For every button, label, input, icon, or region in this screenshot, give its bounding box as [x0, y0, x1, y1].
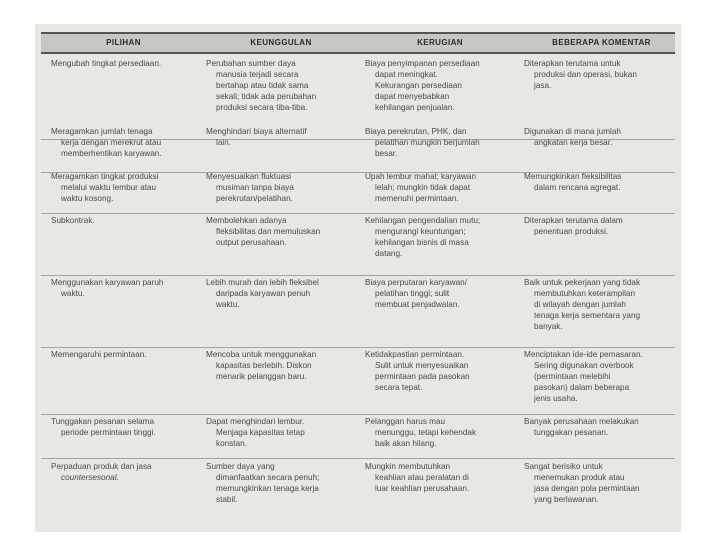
cell-line: Pelanggan harus mau	[365, 417, 446, 426]
cell-line: waktu.	[216, 300, 240, 309]
cell-line: kehilangan bisnis di masa	[375, 238, 469, 247]
cell-komentar	[524, 277, 679, 332]
cell-line: kerja dengan merekrut atau	[61, 138, 162, 147]
cell-line: melalui waktu lembur atau	[61, 183, 157, 192]
cell-keunggulan	[206, 349, 356, 382]
header-beberapa-komentar: BEBERAPA KOMENTAR	[552, 38, 651, 47]
cell-line: Sulit untuk menyesuaikan	[375, 361, 469, 370]
cell-line: Mungkin membutuhkan	[365, 462, 451, 471]
cell-line: waktu kosong.	[61, 194, 114, 203]
cell-kerugian	[365, 126, 515, 159]
cell-line: Banyak perusahaan melakukan	[524, 417, 639, 426]
cell-line: Menjaga kapasitas tetap	[216, 428, 305, 437]
cell-line: penentuan produksi.	[534, 227, 609, 236]
cell-komentar	[524, 58, 679, 91]
cell-line: mengurangi keuntungan;	[375, 227, 466, 236]
cell-line: jenis usaha.	[534, 394, 578, 403]
cell-line: Biaya perekrutan, PHK, dan	[365, 127, 467, 136]
cell-line: konstan.	[216, 439, 247, 448]
cell-line: Kehilangan pengendalian mutu;	[365, 216, 481, 225]
cell-line: Memungkinkan fleksibilitas	[524, 172, 622, 181]
cell-keunggulan	[206, 461, 356, 505]
cell-line: Tunggakan pesanan selama	[51, 417, 155, 426]
cell-line: Upah lembur mahal; karyawan	[365, 172, 477, 181]
cell-line: dapat meningkat.	[375, 70, 438, 79]
cell-keunggulan	[206, 171, 356, 204]
cell-line: Meragamkan tingkat produksi	[51, 172, 159, 181]
cell-pilihan	[51, 171, 196, 204]
cell-line: datang.	[375, 249, 403, 258]
cell-line: yang berlawanan.	[534, 495, 599, 504]
header-kerugian: KERUGIAN	[417, 38, 463, 47]
cell-line: manusia terjadi secara	[216, 70, 299, 79]
cell-komentar	[524, 461, 679, 505]
cell-line: besar.	[375, 149, 398, 158]
cell-line: banyak.	[534, 322, 563, 331]
cell-line: perekrutan/pelatihan.	[216, 194, 293, 203]
cell-komentar	[524, 171, 679, 193]
cell-line: countersesonal.	[61, 473, 119, 482]
cell-line: Mencoba untuk menggunakan	[206, 350, 317, 359]
cell-line: baik akan hilang.	[375, 439, 437, 448]
cell-line: lelah; mungkin tidak dapat	[375, 183, 471, 192]
cell-line: periode permintaan tinggi.	[61, 428, 156, 437]
cell-keunggulan	[206, 416, 356, 449]
cell-line: produksi secara tiba-tiba.	[216, 103, 308, 112]
cell-line: Sumber daya yang	[206, 462, 275, 471]
cell-line: keahlian atau peralatan di	[375, 473, 469, 482]
cell-line: menemukan produk atau	[534, 473, 625, 482]
cell-line: membuat penjadwalan.	[375, 300, 460, 309]
cell-line: Digunakan di mana jumlah	[524, 127, 621, 136]
cell-line: menarik pelanggan baru.	[216, 372, 307, 381]
cell-line: Baik untuk pekerjaan yang tidak	[524, 278, 641, 287]
cell-line: dapat menyebabkan	[375, 92, 450, 101]
cell-line: produksi dan operasi, bukan	[534, 70, 637, 79]
cell-line: Membolehkan adanya	[206, 216, 287, 225]
cell-line: memungkinkan tenaga kerja	[216, 484, 319, 493]
cell-line: Biaya perputaran karyawan/	[365, 278, 467, 287]
cell-line: memenuhi permintaan.	[375, 194, 459, 203]
cell-line: di wilayah dengan jumlah	[534, 300, 626, 309]
cell-line: Mengubah tingkat persediaan.	[51, 59, 162, 68]
cell-pilihan	[51, 58, 196, 69]
cell-line: tunggakan pesanan.	[534, 428, 609, 437]
cell-komentar	[524, 349, 679, 404]
cell-line: Sering digunakan overbook	[534, 361, 634, 370]
cell-line: membutuhkan keterampilan	[534, 289, 636, 298]
cell-line: (permintaan melebihi	[534, 372, 611, 381]
cell-line: memberhentikan karyawan.	[61, 149, 162, 158]
cell-line: Kekurangan persediaan	[375, 81, 462, 90]
cell-line: lain.	[216, 138, 232, 147]
cell-line: Biaya penyimpanan persediaan	[365, 59, 480, 68]
cell-line: permintaan pada pasokan	[375, 372, 470, 381]
cell-line: menunggu, tetapi kehendak	[375, 428, 477, 437]
cell-line: bertahap atau tidak sama	[216, 81, 309, 90]
cell-line: musiman tanpa biaya	[216, 183, 294, 192]
cell-line: Perpaduan produk dan jasa	[51, 462, 152, 471]
cell-line: pelatihan tinggi; sulit	[375, 289, 450, 298]
cell-line: stabil.	[216, 495, 238, 504]
cell-line: Menciptakan ide-ide pemasaran.	[524, 350, 643, 359]
cell-line: Sangat berisiko untuk	[524, 462, 603, 471]
cell-kerugian	[365, 58, 515, 113]
cell-line: kapasitas berlebih. Diskon	[216, 361, 312, 370]
cell-line: Lebih murah dan lebih fleksibel	[206, 278, 319, 287]
cell-line: Diterapkan terutama untuk	[524, 59, 621, 68]
cell-line: kehilangan penjualan.	[375, 103, 455, 112]
cell-kerugian	[365, 215, 515, 259]
cell-keunggulan	[206, 215, 356, 248]
header-pilihan: PILIHAN	[106, 38, 141, 47]
cell-line: Meragamkan jumlah tenaga	[51, 127, 153, 136]
cell-line: output perusahaan.	[216, 238, 287, 247]
cell-line: pelatihan mungkin berjumlah	[375, 138, 480, 147]
cell-komentar	[524, 126, 679, 148]
cell-line: jasa.	[534, 81, 552, 90]
cell-pilihan	[51, 461, 196, 483]
cell-kerugian	[365, 349, 515, 393]
cell-pilihan	[51, 277, 196, 299]
cell-line: pasokan) dalam beberapa	[534, 383, 630, 392]
cell-line: Ketidakpastian permintaan.	[365, 350, 465, 359]
cell-line: Memengaruhi permintaan.	[51, 350, 147, 359]
cell-line: jasa dengan pola permintaan	[534, 484, 640, 493]
cell-keunggulan	[206, 277, 356, 310]
cell-line: dimanfaatkan secara penuh;	[216, 473, 320, 482]
cell-pilihan	[51, 416, 196, 438]
cell-kerugian	[365, 461, 515, 494]
header-keunggulan: KEUNGGULAN	[250, 38, 312, 47]
cell-kerugian	[365, 171, 515, 204]
cell-line: Menggunakan karyawan paruh	[51, 278, 164, 287]
cell-line: daripada karyawan penuh	[216, 289, 311, 298]
cell-komentar	[524, 416, 679, 438]
cell-keunggulan	[206, 126, 356, 148]
cell-line: angkatan kerja besar.	[534, 138, 613, 147]
cell-pilihan	[51, 215, 196, 226]
cell-line: Diterapkan terutama dalam	[524, 216, 623, 225]
cell-line: Menyesuaikan fluktuasi	[206, 172, 292, 181]
cell-line: tenaga kerja sementara yang	[534, 311, 641, 320]
cell-pilihan	[51, 349, 196, 360]
cell-line: dalam rencana agregat.	[534, 183, 621, 192]
cell-line: Subkontrak.	[51, 216, 95, 225]
cell-pilihan	[51, 126, 196, 159]
cell-kerugian	[365, 416, 515, 449]
cell-keunggulan	[206, 58, 356, 113]
cell-line: Perubahan sumber daya	[206, 59, 296, 68]
cell-line: secara tepat.	[375, 383, 423, 392]
document-page	[35, 24, 681, 532]
cell-line: Menghindari biaya alternatif	[206, 127, 307, 136]
cell-line: luar keahlian perusahaan.	[375, 484, 470, 493]
cell-kerugian	[365, 277, 515, 310]
cell-line: waktu.	[61, 289, 85, 298]
table-header	[41, 32, 675, 54]
cell-line: Dapat menghindari lembur.	[206, 417, 305, 426]
cell-komentar	[524, 215, 679, 237]
cell-line: sekali; tidak ada perubahan	[216, 92, 317, 101]
cell-line: fleksibilitas dan memuluskan	[216, 227, 321, 236]
